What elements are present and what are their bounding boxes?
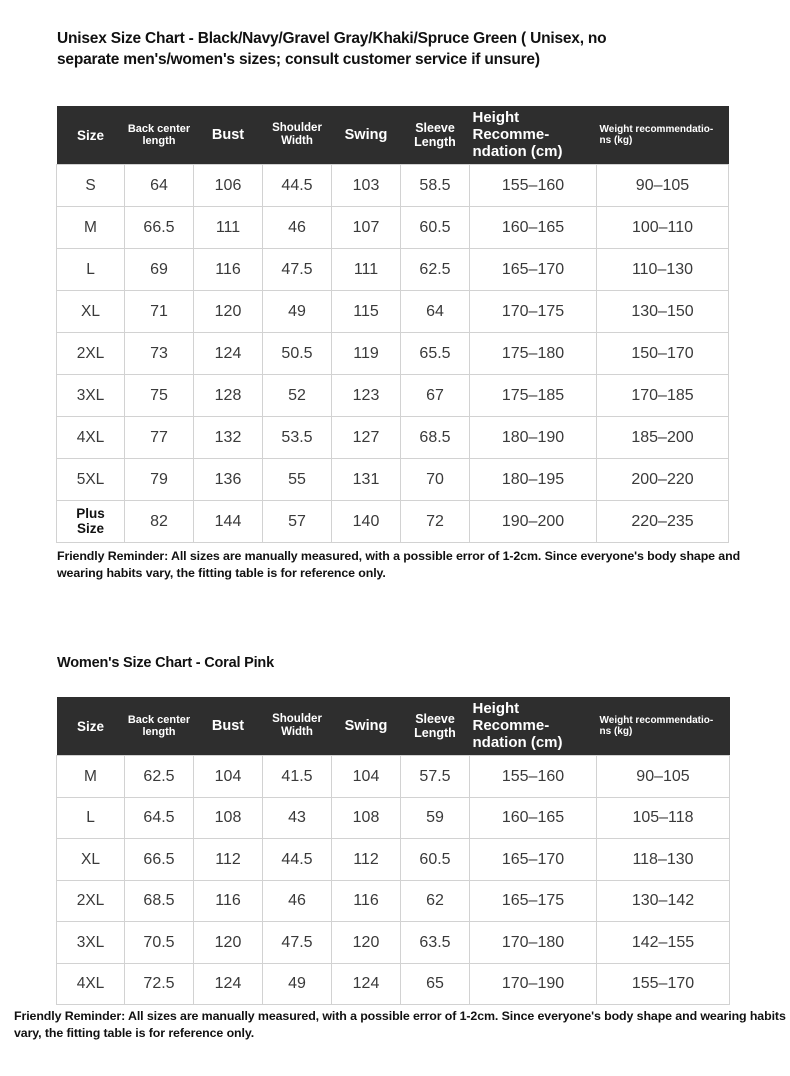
measurement-cell: 63.5	[401, 922, 470, 964]
column-header-sleeve-length	[401, 697, 470, 756]
size-label-cell: 5XL	[57, 459, 125, 501]
header-text-bust: Bust	[211, 718, 245, 735]
womens-chart-title: Women's Size Chart - Coral Pink	[57, 655, 274, 671]
measurement-cell: 144	[194, 501, 263, 543]
measurement-cell: 170–175	[470, 291, 597, 333]
header-text-sleeve-line2: Length	[414, 726, 456, 741]
table-row	[57, 417, 729, 459]
measurement-cell: 65	[401, 963, 470, 1005]
unisex-friendly-reminder: Friendly Reminder: All sizes are manually measured, with a possible error of 1-2cm. Since everyone's body shape and wearing habits vary, the fitting table is for reference only.	[57, 549, 741, 580]
table-row	[57, 165, 729, 207]
table-header-row	[57, 697, 730, 756]
size-label-cell: XL	[57, 839, 125, 881]
womens-friendly-reminder: Friendly Reminder: All sizes are manually measured, with a possible error of 1-2cm. Since everyone's body shape and wearing habits vary, the fitting table is for reference only.	[14, 1009, 786, 1040]
measurement-cell: 68.5	[125, 880, 194, 922]
measurement-cell: 44.5	[263, 165, 332, 207]
measurement-cell: 46	[263, 880, 332, 922]
header-text-swing: Swing	[344, 127, 388, 144]
measurement-cell: 112	[332, 839, 401, 881]
measurement-cell: 128	[194, 375, 263, 417]
table-row	[57, 249, 729, 291]
measurement-cell: 180–190	[470, 417, 597, 459]
measurement-cell: 70	[401, 459, 470, 501]
column-header-sleeve-length	[401, 106, 470, 165]
plus-size-line2: Size	[76, 520, 104, 536]
column-header-back-center-length	[125, 697, 194, 756]
measurement-cell: 47.5	[263, 922, 332, 964]
measurement-cell: 82	[125, 501, 194, 543]
measurement-cell: 120	[332, 922, 401, 964]
measurement-cell: 67	[401, 375, 470, 417]
measurement-cell: 72.5	[125, 963, 194, 1005]
table-row	[57, 880, 730, 922]
measurement-cell: 52	[263, 375, 332, 417]
measurement-cell: 60.5	[401, 839, 470, 881]
header-text-weight-line1: Weight recommendatio-	[599, 124, 714, 135]
measurement-cell: 100–110	[597, 207, 729, 249]
size-label-cell: 2XL	[57, 333, 125, 375]
measurement-cell: 112	[194, 839, 263, 881]
measurement-cell: 53.5	[263, 417, 332, 459]
measurement-cell: 124	[332, 963, 401, 1005]
measurement-cell: 41.5	[263, 756, 332, 798]
measurement-cell: 62	[401, 880, 470, 922]
header-text-height-line1: Height Recomme-	[472, 109, 550, 143]
size-label-cell: L	[57, 797, 125, 839]
measurement-cell: 64	[401, 291, 470, 333]
measurement-cell: 160–165	[470, 207, 597, 249]
measurement-cell: 57	[263, 501, 332, 543]
measurement-cell: 124	[194, 333, 263, 375]
measurement-cell: 90–105	[597, 756, 730, 798]
unisex-size-table	[56, 106, 729, 543]
header-text-back-line1: Back center	[127, 122, 191, 135]
measurement-cell: 64	[125, 165, 194, 207]
header-text-sleeve-line1: Sleeve	[415, 121, 455, 136]
measurement-cell: 115	[332, 291, 401, 333]
size-label-cell: 2XL	[57, 880, 125, 922]
size-label-cell: M	[57, 207, 125, 249]
unisex-table-header	[57, 106, 729, 165]
table-row	[57, 459, 729, 501]
measurement-cell: 123	[332, 375, 401, 417]
header-text-weight-line2: ns (kg)	[599, 726, 633, 738]
table-row	[57, 375, 729, 417]
unisex-chart-title: Unisex Size Chart - Black/Navy/Gravel Gray/Khaki/Spruce Green ( Unisex, no separate men's/women's sizes; consult customer service if unsure)	[57, 30, 607, 68]
measurement-cell: 175–185	[470, 375, 597, 417]
column-header-bust	[194, 106, 263, 165]
measurement-cell: 49	[263, 963, 332, 1005]
measurement-cell: 69	[125, 249, 194, 291]
measurement-cell: 127	[332, 417, 401, 459]
measurement-cell: 175–180	[470, 333, 597, 375]
plus-size-line1: Plus	[76, 506, 105, 522]
measurement-cell: 119	[332, 333, 401, 375]
measurement-cell: 142–155	[597, 922, 730, 964]
table-row	[57, 207, 729, 249]
measurement-cell: 160–165	[470, 797, 597, 839]
header-text-sleeve-line2: Length	[414, 135, 456, 150]
measurement-cell: 170–185	[597, 375, 729, 417]
header-text-shoulder-line2: Width	[281, 135, 313, 148]
measurement-cell: 220–235	[597, 501, 729, 543]
header-text-weight-line2: ns (kg)	[599, 135, 633, 147]
table-row	[57, 501, 729, 543]
measurement-cell: 59	[401, 797, 470, 839]
header-text-back-line1: Back center	[127, 713, 191, 726]
measurement-cell: 155–170	[597, 963, 730, 1005]
measurement-cell: 130–150	[597, 291, 729, 333]
measurement-cell: 70.5	[125, 922, 194, 964]
measurement-cell: 155–160	[470, 165, 597, 207]
measurement-cell: 150–170	[597, 333, 729, 375]
measurement-cell: 110–130	[597, 249, 729, 291]
size-label-cell: M	[57, 756, 125, 798]
size-label-cell	[57, 501, 125, 543]
measurement-cell: 155–160	[470, 756, 597, 798]
column-header-back-center-length	[125, 106, 194, 165]
measurement-cell: 55	[263, 459, 332, 501]
unisex-table-body	[57, 165, 729, 543]
measurement-cell: 66.5	[125, 839, 194, 881]
header-text-shoulder-line2: Width	[281, 726, 313, 739]
measurement-cell: 107	[332, 207, 401, 249]
measurement-cell: 120	[194, 291, 263, 333]
measurement-cell: 131	[332, 459, 401, 501]
header-text-size: Size	[76, 718, 104, 734]
measurement-cell: 46	[263, 207, 332, 249]
column-header-shoulder-width	[263, 106, 332, 165]
measurement-cell: 106	[194, 165, 263, 207]
size-label-cell: L	[57, 249, 125, 291]
measurement-cell: 104	[194, 756, 263, 798]
measurement-cell: 140	[332, 501, 401, 543]
column-header-weight-recommendation	[597, 106, 729, 165]
womens-size-table	[56, 697, 730, 1005]
measurement-cell: 103	[332, 165, 401, 207]
measurement-cell: 108	[332, 797, 401, 839]
measurement-cell: 66.5	[125, 207, 194, 249]
measurement-cell: 79	[125, 459, 194, 501]
table-row	[57, 839, 730, 881]
measurement-cell: 111	[332, 249, 401, 291]
measurement-cell: 111	[194, 207, 263, 249]
measurement-cell: 120	[194, 922, 263, 964]
column-header-bust	[194, 697, 263, 756]
header-text-height-line2: ndation (cm)	[472, 142, 563, 160]
measurement-cell: 62.5	[125, 756, 194, 798]
column-header-swing	[332, 697, 401, 756]
measurement-cell: 49	[263, 291, 332, 333]
size-label-cell: 4XL	[57, 963, 125, 1005]
header-text-shoulder-line1: Shoulder	[272, 713, 322, 726]
column-header-weight-recommendation	[597, 697, 730, 756]
womens-table-header	[57, 697, 730, 756]
measurement-cell: 50.5	[263, 333, 332, 375]
header-text-shoulder-line1: Shoulder	[272, 122, 322, 135]
measurement-cell: 47.5	[263, 249, 332, 291]
measurement-cell: 116	[332, 880, 401, 922]
column-header-size	[57, 106, 125, 165]
table-row	[57, 963, 730, 1005]
measurement-cell: 57.5	[401, 756, 470, 798]
measurement-cell: 68.5	[401, 417, 470, 459]
measurement-cell: 65.5	[401, 333, 470, 375]
measurement-cell: 190–200	[470, 501, 597, 543]
measurement-cell: 132	[194, 417, 263, 459]
header-text-back-line2: length	[142, 135, 176, 148]
measurement-cell: 75	[125, 375, 194, 417]
size-label-cell: S	[57, 165, 125, 207]
column-header-height-recommendation	[470, 697, 597, 756]
header-text-back-line2: length	[142, 726, 176, 739]
header-text-height-line2: ndation (cm)	[472, 733, 563, 751]
measurement-cell: 165–175	[470, 880, 597, 922]
measurement-cell: 72	[401, 501, 470, 543]
size-label-cell: 3XL	[57, 375, 125, 417]
table-row	[57, 922, 730, 964]
table-header-row	[57, 106, 729, 165]
measurement-cell: 170–190	[470, 963, 597, 1005]
measurement-cell: 165–170	[470, 249, 597, 291]
column-header-swing	[332, 106, 401, 165]
measurement-cell: 60.5	[401, 207, 470, 249]
measurement-cell: 200–220	[597, 459, 729, 501]
header-text-weight-line1: Weight recommendatio-	[599, 715, 714, 726]
measurement-cell: 90–105	[597, 165, 729, 207]
measurement-cell: 43	[263, 797, 332, 839]
column-header-height-recommendation	[470, 106, 597, 165]
measurement-cell: 71	[125, 291, 194, 333]
measurement-cell: 130–142	[597, 880, 730, 922]
measurement-cell: 108	[194, 797, 263, 839]
table-row	[57, 797, 730, 839]
size-label-cell: 3XL	[57, 922, 125, 964]
measurement-cell: 44.5	[263, 839, 332, 881]
measurement-cell: 118–130	[597, 839, 730, 881]
measurement-cell: 62.5	[401, 249, 470, 291]
size-label-cell: XL	[57, 291, 125, 333]
measurement-cell: 77	[125, 417, 194, 459]
measurement-cell: 165–170	[470, 839, 597, 881]
measurement-cell: 116	[194, 249, 263, 291]
womens-table-body	[57, 756, 730, 1005]
measurement-cell: 73	[125, 333, 194, 375]
measurement-cell: 58.5	[401, 165, 470, 207]
measurement-cell: 64.5	[125, 797, 194, 839]
table-row	[57, 291, 729, 333]
header-text-height-line1: Height Recomme-	[472, 700, 550, 734]
column-header-size	[57, 697, 125, 756]
measurement-cell: 170–180	[470, 922, 597, 964]
measurement-cell: 180–195	[470, 459, 597, 501]
header-text-sleeve-line1: Sleeve	[415, 712, 455, 727]
size-label-cell: 4XL	[57, 417, 125, 459]
measurement-cell: 185–200	[597, 417, 729, 459]
measurement-cell: 124	[194, 963, 263, 1005]
table-row	[57, 333, 729, 375]
header-text-size: Size	[76, 127, 104, 143]
measurement-cell: 116	[194, 880, 263, 922]
measurement-cell: 105–118	[597, 797, 730, 839]
header-text-swing: Swing	[344, 718, 388, 735]
measurement-cell: 136	[194, 459, 263, 501]
column-header-shoulder-width	[263, 697, 332, 756]
header-text-bust: Bust	[211, 127, 245, 144]
table-row	[57, 756, 730, 798]
measurement-cell: 104	[332, 756, 401, 798]
